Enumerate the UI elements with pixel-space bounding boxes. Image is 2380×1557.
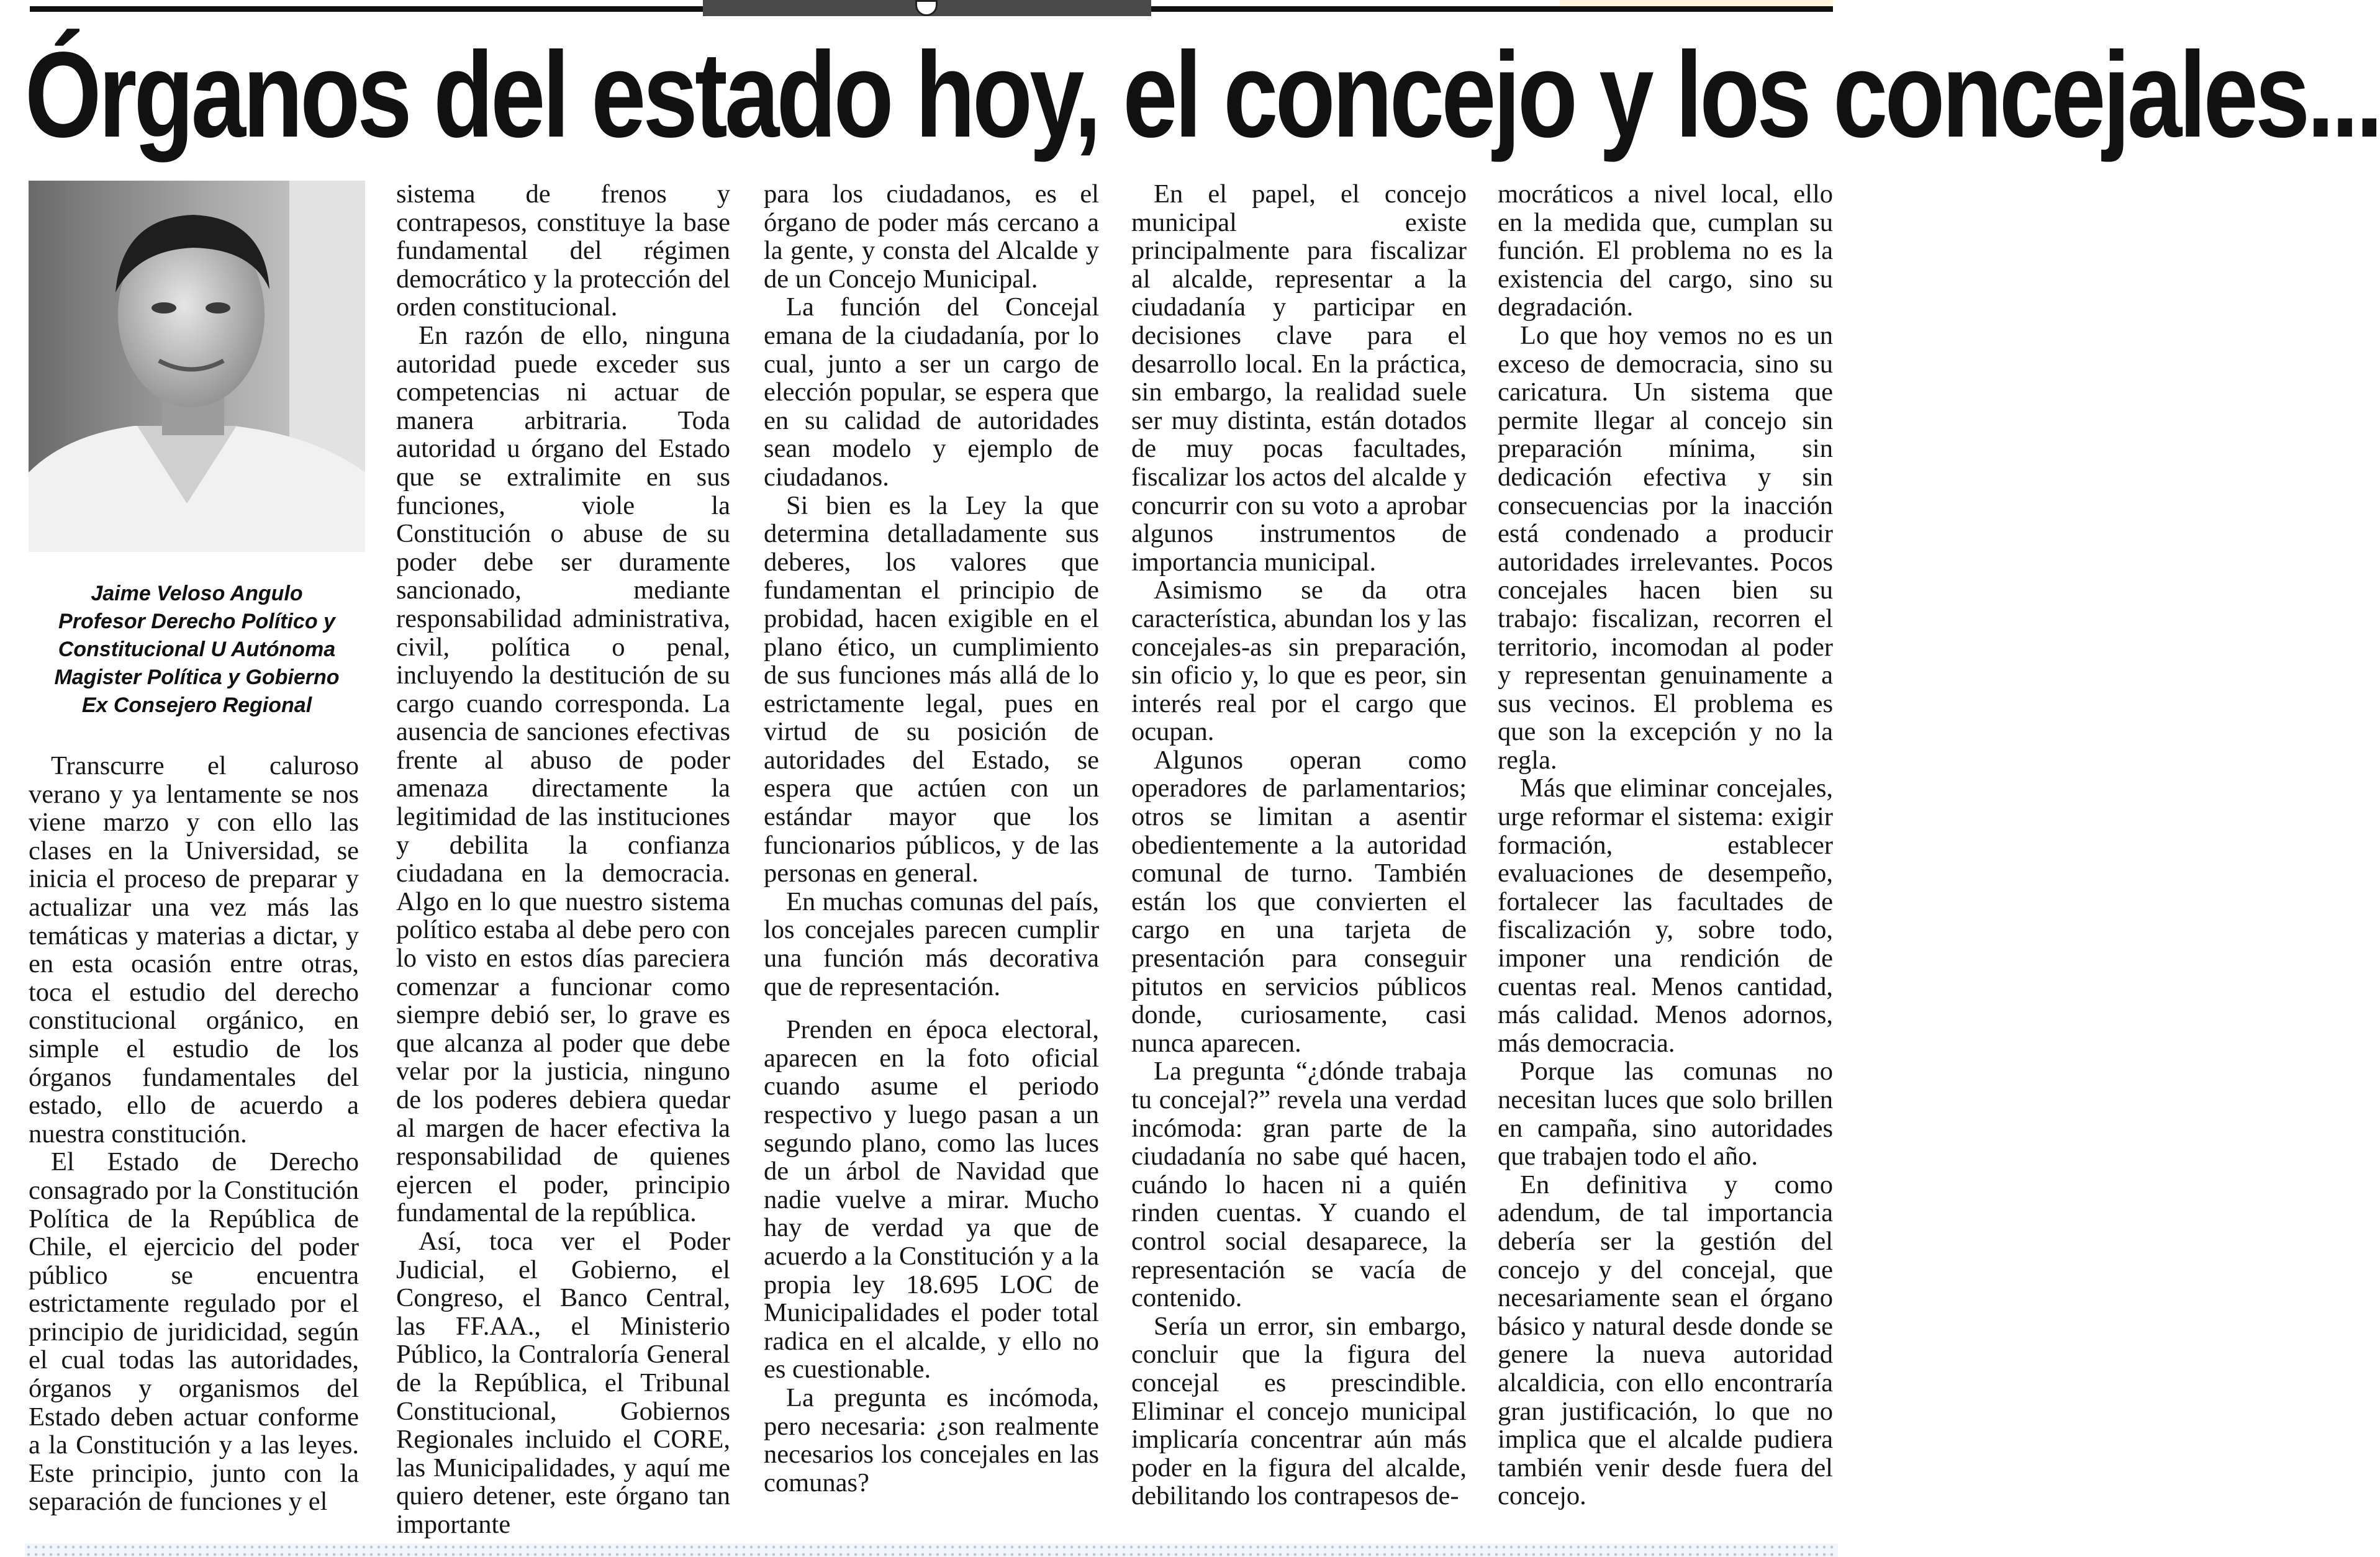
author-role: Ex Consejero Regional bbox=[81, 693, 312, 717]
paragraph: para los ciudadanos, es el órgano de poder más cercano a la gente, y consta del Alcalde y de un Concejo Municipal. bbox=[764, 179, 1099, 294]
header-tab bbox=[1560, 0, 1833, 6]
paragraph: Lo que hoy vemos no es un exceso de democracia, sino su caricatura. Un sistema que permite llegar al concejo sin preparación mínima, sin dedicación efectiva y sin consecuencias por la inacción está condenado a producir autoridades irrelevantes. Pocos concejales hacen bien su trabajo: fiscalizan, recorren el territorio, incomodan al poder y representan genuinamente a sus vecinos. El problema es que son la excepción y no la regla. bbox=[1498, 320, 1833, 775]
author-degree: Magister Política y Gobierno bbox=[54, 666, 340, 689]
paragraph: Asimismo se da otra característica, abundan los y las concejales-as sin preparación, sin oficio y, lo que es peor, sin interés real por el cargo que ocupan. bbox=[1131, 575, 1467, 747]
paragraph: Algunos operan como operadores de parlamentarios; otros se limitan a asentir obedientemente a la autoridad comunal de turno. También están los que convierten el cargo en una tarjeta de presentación para conseguir pitutos en servicios públicos donde, curiosamente, casi nunca aparecen. bbox=[1131, 745, 1467, 1058]
author-title: Profesor Derecho Político y bbox=[58, 610, 335, 633]
article-column-2 bbox=[396, 180, 730, 1539]
author-portrait-icon bbox=[29, 181, 365, 552]
paragraph: En el papel, el concejo municipal existe principalmente para fiscalizar al alcalde, representar a la ciudadanía y participar en decisiones clave para el desarrollo local. En la práctica, sin embargo, la realidad suele ser muy distinta, están dotados de muy pocas facultades, fiscalizar los actos del alcalde y concurrir con su voto a aprobar algunos instrumentos de importancia municipal. bbox=[1131, 179, 1467, 577]
article-column-4 bbox=[1131, 180, 1467, 1510]
paragraph: En razón de ello, ninguna autoridad puede exceder sus competencias ni actuar de manera arbitraria. Toda autoridad u órgano del Estado que se extralimite en sus funciones, viole la Constitución o abuse de su poder debe ser duramente sancionado, mediante responsabilidad administrativa, civil, política o penal, incluyendo la destitución de su cargo cuando corresponda. La ausencia de sanciones efectivas frente al abuso de poder amenaza directamente la legitimidad de las instituciones y debilita la confianza ciudadana en la democracia. Algo en lo que nuestro sistema político estaba al debe pero con lo visto en estos días pareciera comenzar a funcionar como siempre debió ser, lo grave es que alcanza al poder que debe velar por la justicia, ninguno de los poderes debiera quedar al margen de hacer efectiva la responsabilidad de quienes ejercen el poder, principio fundamental de la república. bbox=[396, 320, 730, 1228]
paragraph: Así, toca ver el Poder Judicial, el Gobierno, el Congreso, el Banco Central, las FF.AA., el Ministerio Público, la Contraloría General de la República, el Tribunal Constitucional, Gobiernos Regionales incluido el CORE, las Municipalidades, y aquí me quiero detener, este órgano tan importante bbox=[396, 1226, 730, 1539]
paragraph: Sería un error, sin embargo, concluir que la figura del concejal es prescindible. Eliminar el concejo municipal implicaría concentrar aún más poder en la figura del alcalde, debilitando los contrapesos de- bbox=[1131, 1311, 1467, 1511]
author-affiliation: Constitucional U Autónoma bbox=[58, 638, 336, 661]
article-column-3 bbox=[764, 180, 1099, 1497]
paragraph: La función del Concejal emana de la ciudadanía, por lo cual, junto a ser un cargo de elección popular, se espera que en su calidad de autoridades sean modelo y ejemplo de ciudadanos. bbox=[764, 292, 1099, 492]
paragraph: Transcurre el caluroso verano y ya lentamente se nos viene marzo y con ello las clases en la Universidad, se inicia el proceso de preparar y actualizar una vez más las temáticas y materias a dictar, y en esta ocasión entre otras, toca el estudio del derecho constitucional orgánico, en simple el estudio de los órganos fundamentales del estado, ello de acuerdo a nuestra constitución. bbox=[29, 751, 359, 1149]
author-photo bbox=[29, 181, 365, 552]
paragraph: mocráticos a nivel local, ello en la medida que, cumplan su función. El problema no es la existencia del cargo, sino su degradación. bbox=[1498, 179, 1833, 322]
author-credit bbox=[29, 580, 365, 720]
author-name: Jaime Veloso Angulo bbox=[91, 582, 303, 605]
paragraph: sistema de frenos y contrapesos, constituye la base fundamental del régimen democrático y la protección del orden constitucional. bbox=[396, 179, 730, 322]
paragraph: La pregunta es incómoda, pero necesaria: ¿son realmente necesarios los concejales en las comunas? bbox=[764, 1383, 1099, 1497]
paragraph: En definitiva y como adendum, de tal importancia debería ser la gestión del concejo y del concejal, que necesariamente sean el órgano básico y natural desde donde se genere la nueva autoridad alcaldicia, con ello encontraría gran justificación, lo que no implica que el alcalde pudiera también venir desde fuera del concejo. bbox=[1498, 1170, 1833, 1511]
paragraph: Prenden en época electoral, aparecen en la foto oficial cuando asume el periodo respectivo y luego pasan a un segundo plano, como las luces de un árbol de Navidad que nadie vuelve a mirar. Mucho hay de verdad ya que de acuerdo a la Constitución y a la propia ley 18.695 LOC de Municipalidades el poder total radica en el alcalde, y ello no es cuestionable. bbox=[764, 1015, 1099, 1384]
paragraph: Más que eliminar concejales, urge reformar el sistema: exigir formación, establecer evaluaciones de desempeño, fortalecer las facultades de fiscalización y, sobre todo, imponer una rendición de cuentas real. Menos cantidad, más calidad. Menos adornos, más democracia. bbox=[1498, 774, 1833, 1058]
paragraph: Porque las comunas no necesitan luces que solo brillen en campaña, sino autoridades que trabajen todo el año. bbox=[1498, 1057, 1833, 1171]
paragraph: El Estado de Derecho consagrado por la Constitución Política de la República de Chile, el ejercicio del poder público se encuentra estrictamente regulado por el principio de juridicidad, según el cual todas las autoridades, órganos y organismos del Estado deben actuar conforme a la Constitución y a las leyes. Este principio, junto con la separación de funciones y el bbox=[29, 1147, 359, 1517]
article-column-5 bbox=[1498, 180, 1833, 1510]
paragraph: Si bien es la Ley la que determina detalladamente sus deberes, los valores que fundamentan el principio de probidad, hacen exigible en el plano ético, un cumplimiento de sus funciones más allá de lo estrictamente legal, pues en virtud de su posición de autoridades del Estado, se espera que actúen con un estándar mayor que los funcionarios públicos, y de las personas en general. bbox=[764, 490, 1099, 888]
paragraph: La pregunta “¿dónde trabaja tu concejal?” revela una verdad incómoda: gran parte de la ciudadanía no sabe qué hacen, cuándo lo hacen ni a quién rinden cuentas. Y cuando el control social desaparece, la representación se vacía de contenido. bbox=[1131, 1057, 1467, 1313]
bottom-border bbox=[25, 1543, 1838, 1557]
headline: Órganos del estado hoy, el concejo y los concejales... bbox=[25, 27, 2380, 163]
article-column-1 bbox=[29, 752, 359, 1516]
paragraph: En muchas comunas del país, los concejales parecen cumplir una función más decorativa que de representación. bbox=[764, 887, 1099, 1001]
